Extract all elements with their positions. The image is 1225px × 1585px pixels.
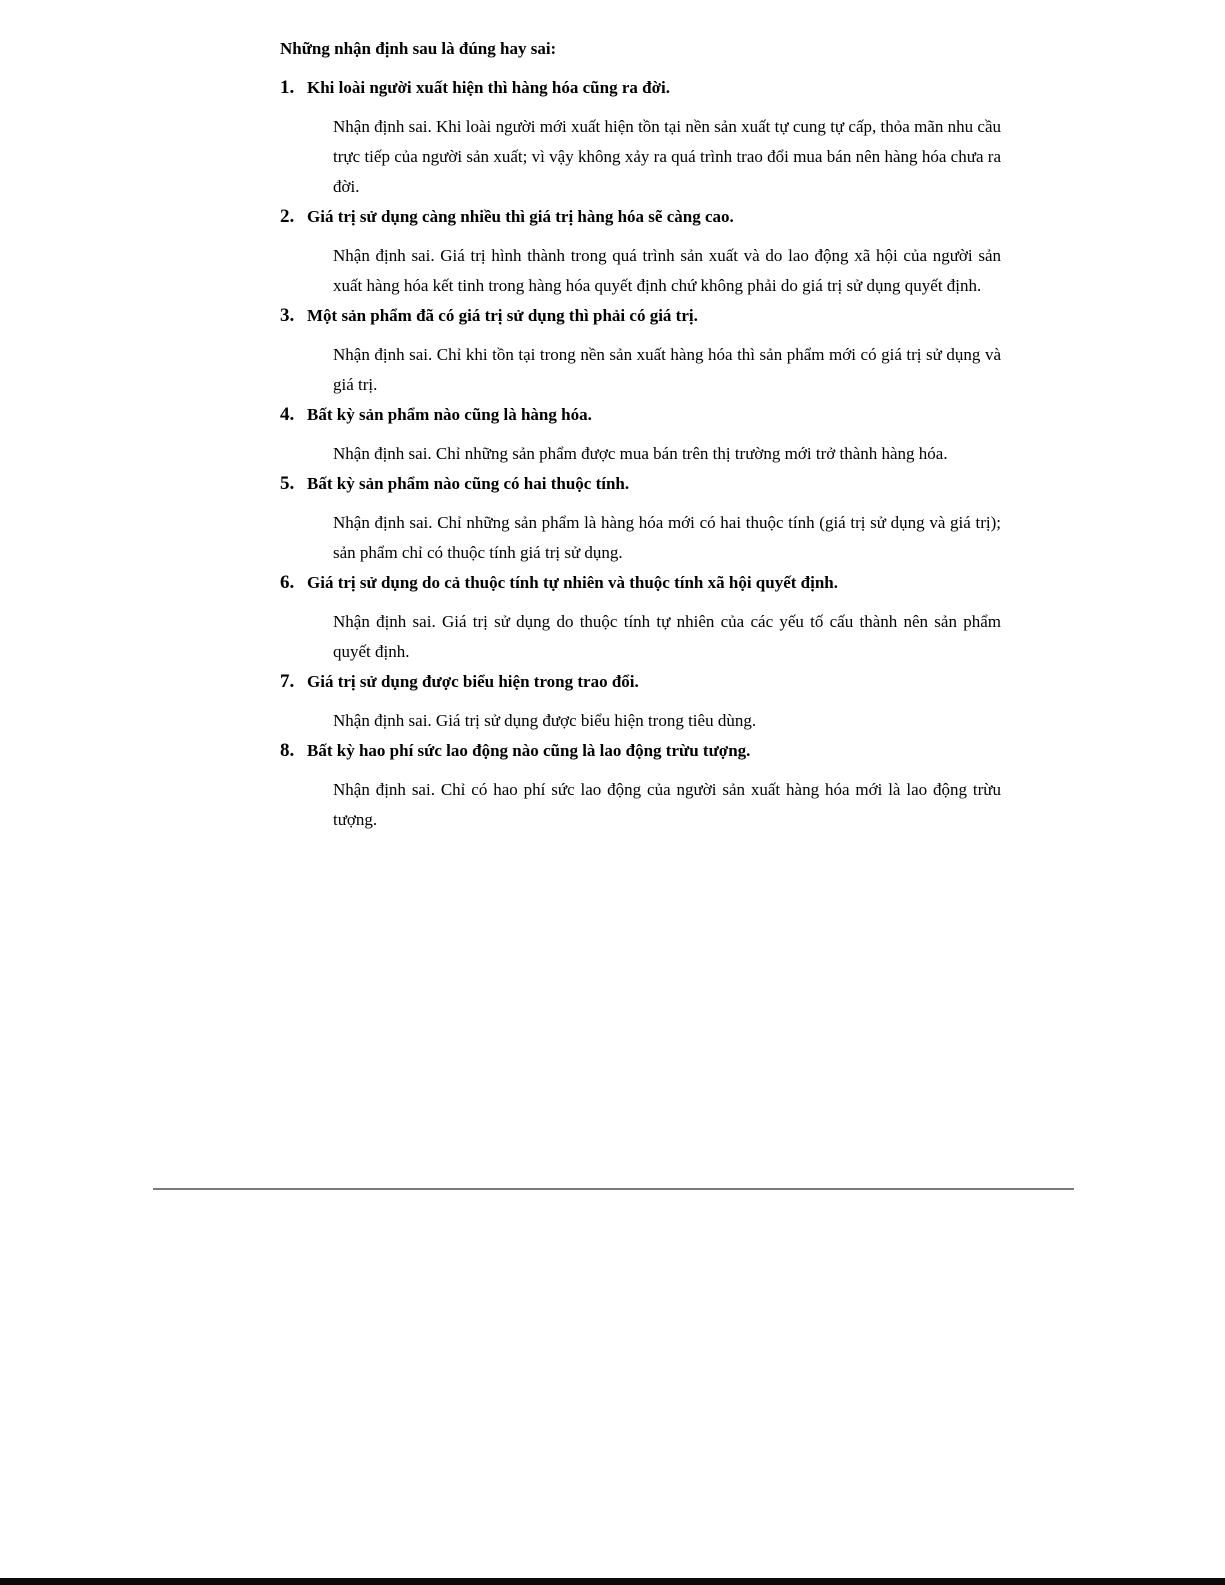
item-number: 1. — [280, 77, 295, 98]
document-content — [280, 34, 1006, 835]
list-item — [280, 400, 1006, 469]
horizontal-divider — [153, 1188, 1074, 1190]
item-answer: Nhận định sai. Chỉ những sản phẩm được mua bán trên thị trường mới trở thành hàng hóa. — [333, 444, 948, 463]
item-statement: Giá trị sử dụng do cả thuộc tính tự nhiên và thuộc tính xã hội quyết định. — [307, 573, 839, 592]
item-heading — [280, 736, 1006, 766]
list-item — [280, 667, 1006, 736]
item-statement: Giá trị sử dụng càng nhiều thì giá trị hàng hóa sẽ càng cao. — [307, 207, 734, 226]
item-answer: Nhận định sai. Khi loài người mới xuất hiện tồn tại nền sản xuất tự cung tự cấp, thỏa mãn nhu cầu trực tiếp của người sản xuất; vì vậy không xảy ra quá trình trao đổi mua bán nên hàng hóa chưa ra đời. — [333, 117, 1001, 196]
item-answer: Nhận định sai. Giá trị sử dụng do thuộc tính tự nhiên của các yếu tố cấu thành nên sản phẩm quyết định. — [333, 612, 1001, 661]
item-heading — [280, 202, 1006, 232]
item-statement: Bất kỳ sản phẩm nào cũng có hai thuộc tính. — [307, 474, 630, 493]
item-answer: Nhận định sai. Giá trị hình thành trong quá trình sản xuất và do lao động xã hội của người sản xuất hàng hóa kết tinh trong hàng hóa quyết định chứ không phải do giá trị sử dụng quyết định. — [333, 246, 1001, 295]
item-heading — [280, 469, 1006, 499]
list-item — [280, 73, 1006, 202]
item-statement: Khi loài người xuất hiện thì hàng hóa cũng ra đời. — [307, 78, 670, 97]
item-number: 4. — [280, 404, 295, 425]
list-item — [280, 301, 1006, 400]
item-statement: Một sản phẩm đã có giá trị sử dụng thì phải có giá trị. — [307, 306, 698, 325]
list-item — [280, 202, 1006, 301]
item-number: 7. — [280, 671, 295, 692]
item-number: 6. — [280, 572, 295, 593]
item-statement: Bất kỳ hao phí sức lao động nào cũng là lao động trừu tượng. — [307, 741, 751, 760]
item-heading — [280, 400, 1006, 430]
item-answer: Nhận định sai. Giá trị sử dụng được biểu hiện trong tiêu dùng. — [333, 711, 757, 730]
item-heading — [280, 568, 1006, 598]
item-number: 5. — [280, 473, 295, 494]
item-answer: Nhận định sai. Chỉ khi tồn tại trong nền sản xuất hàng hóa thì sản phẩm mới có giá trị sử dụng và giá trị. — [333, 345, 1001, 394]
list-item — [280, 568, 1006, 667]
item-heading — [280, 667, 1006, 697]
item-statement: Giá trị sử dụng được biểu hiện trong trao đổi. — [307, 672, 639, 691]
item-heading — [280, 301, 1006, 331]
item-number: 8. — [280, 740, 295, 761]
item-number: 2. — [280, 206, 295, 227]
item-answer: Nhận định sai. Chỉ những sản phẩm là hàng hóa mới có hai thuộc tính (giá trị sử dụng và giá trị); sản phẩm chỉ có thuộc tính giá trị sử dụng. — [333, 513, 1001, 562]
list-item — [280, 469, 1006, 568]
item-statement: Bất kỳ sản phẩm nào cũng là hàng hóa. — [307, 405, 592, 424]
page-title: Những nhận định sau là đúng hay sai: — [280, 39, 557, 58]
list-item — [280, 736, 1006, 835]
item-number: 3. — [280, 305, 295, 326]
item-answer: Nhận định sai. Chỉ có hao phí sức lao động của người sản xuất hàng hóa mới là lao động trừu tượng. — [333, 780, 1001, 829]
item-heading — [280, 73, 1006, 103]
page-bottom-bar — [0, 1578, 1225, 1585]
